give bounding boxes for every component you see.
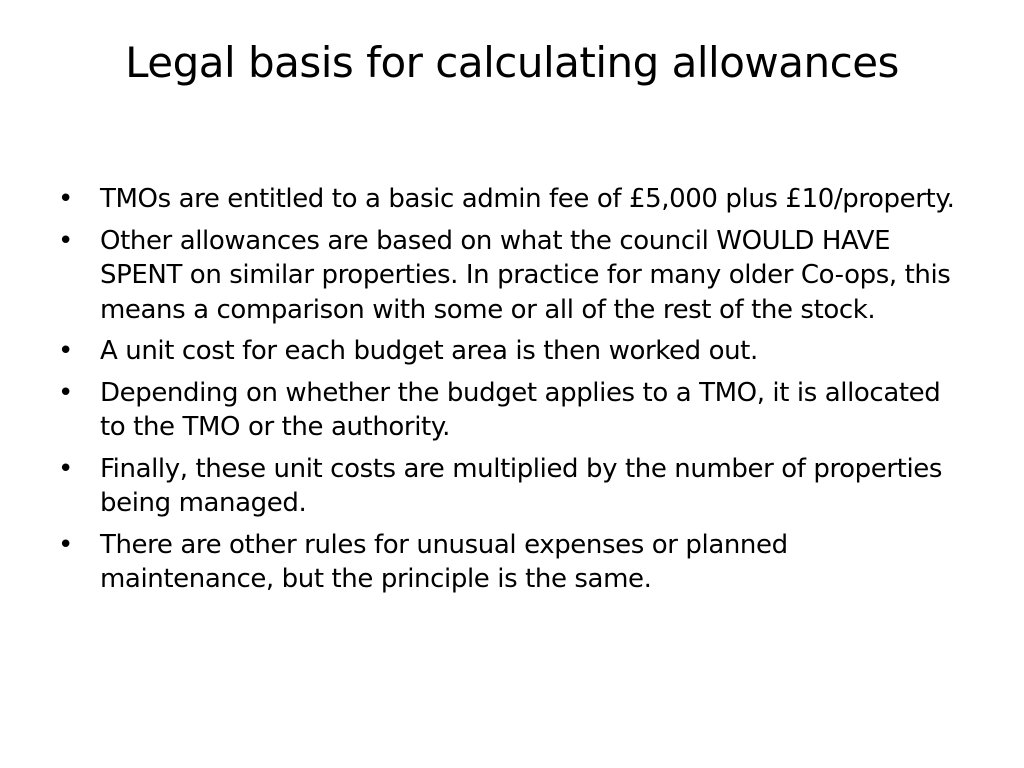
bullet-text: Other allowances are based on what the council WOULD HAVE SPENT on similar properties. In practice for many older Co-ops, this means a comparison with some or all of the rest of the stock. [100, 225, 951, 325]
bullet-text: There are other rules for unusual expenses or planned maintenance, but the principle is the same. [100, 529, 788, 594]
bullet-icon: • [58, 336, 73, 366]
bullet-item [56, 334, 956, 369]
bullet-item [56, 224, 956, 328]
bullet-icon: • [58, 184, 73, 214]
bullet-icon: • [58, 529, 73, 560]
slide-title: Legal basis for calculating allowances [125, 38, 899, 87]
bullet-text: A unit cost for each budget area is then worked out. [100, 336, 758, 366]
bullet-text: Finally, these unit costs are multiplied by the number of properties being managed. [100, 453, 943, 518]
bullet-icon: • [58, 453, 73, 484]
bullet-list [56, 182, 956, 604]
bullet-text: TMOs are entitled to a basic admin fee of £5,000 plus £10/property. [100, 184, 955, 214]
bullet-item [56, 182, 956, 217]
bullet-item [56, 376, 956, 445]
bullet-text: Depending on whether the budget applies to a TMO, it is allocated to the TMO or the authority. [100, 377, 941, 442]
bullet-item [56, 528, 956, 597]
bullet-item [56, 452, 956, 521]
bullet-icon: • [58, 377, 73, 408]
bullet-icon: • [58, 225, 73, 256]
